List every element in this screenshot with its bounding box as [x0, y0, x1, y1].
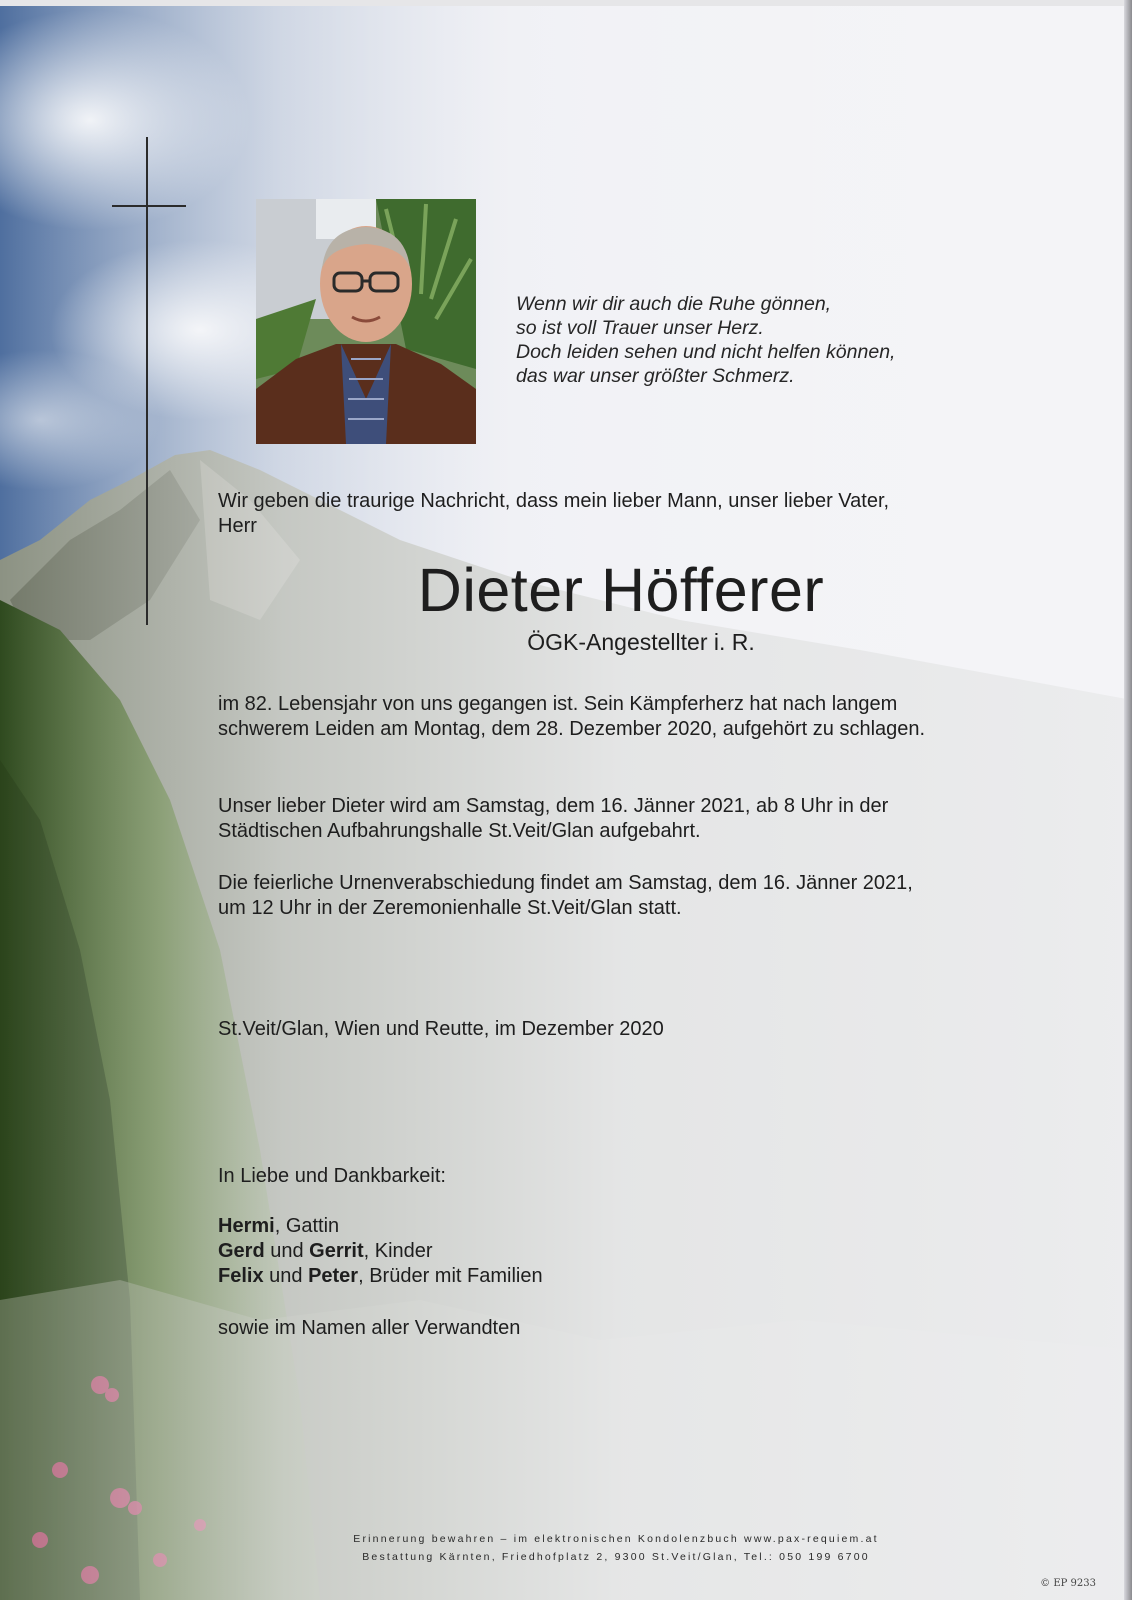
mourner-relation: , Kinder — [363, 1240, 433, 1262]
intro-text — [218, 489, 889, 539]
mourners-list — [218, 1214, 543, 1289]
viewing-notice — [218, 794, 888, 844]
page-right-edge — [1124, 0, 1132, 1600]
deceased-title: ÖGK-Angestellter i. R. — [527, 629, 755, 655]
mourner-join: und — [263, 1265, 309, 1287]
place-date: St.Veit/Glan, Wien und Reutte, im Dezember 2020 — [218, 1018, 664, 1040]
viewing-line: Städtischen Aufbahrungshalle St.Veit/Glan aufgebahrt. — [218, 820, 701, 842]
deceased-name: Dieter Höfferer — [417, 556, 825, 624]
mourner-name: Hermi — [218, 1215, 275, 1237]
print-code: © EP 9233 — [1040, 1578, 1096, 1589]
mourner-row — [218, 1214, 543, 1239]
memorial-poem — [516, 292, 895, 388]
ceremony-line: Die feierliche Urnenverabschiedung findet am Samstag, dem 16. Jänner 2021, — [218, 872, 913, 894]
mourner-row — [218, 1239, 543, 1264]
death-notice-line: schwerem Leiden am Montag, dem 28. Dezember 2020, aufgehört zu schlagen. — [218, 718, 926, 740]
poem-line: das war unser größter Schmerz. — [516, 365, 795, 387]
mourner-join: und — [264, 1240, 310, 1262]
ceremony-line: um 12 Uhr in der Zeremonienhalle St.Veit/Glan statt. — [218, 897, 682, 919]
mourner-relation: , Brüder mit Familien — [358, 1265, 543, 1287]
poem-line: Doch leiden sehen und nicht helfen können, — [516, 341, 896, 363]
death-notice — [218, 692, 925, 742]
death-notice-line: im 82. Lebensjahr von uns gegangen ist. Sein Kämpferherz hat nach langem — [218, 693, 898, 715]
mourners-heading: In Liebe und Dankbarkeit: — [218, 1165, 446, 1187]
page-top-edge — [0, 0, 1132, 6]
poem-line: Wenn wir dir auch die Ruhe gönnen, — [516, 293, 832, 315]
mourners-closing: sowie im Namen aller Verwandten — [218, 1317, 521, 1339]
portrait-photo — [256, 199, 476, 444]
mourner-name: Peter — [308, 1265, 359, 1287]
viewing-line: Unser lieber Dieter wird am Samstag, dem 16. Jänner 2021, ab 8 Uhr in der — [218, 795, 889, 817]
cross-icon-vertical — [146, 137, 148, 625]
intro-line: Herr — [218, 515, 257, 537]
mourner-relation: , Gattin — [274, 1215, 340, 1237]
poem-line: so ist voll Trauer unser Herz. — [516, 317, 764, 339]
mourner-name: Gerd — [218, 1240, 265, 1262]
intro-line: Wir geben die traurige Nachricht, dass mein lieber Mann, unser lieber Vater, — [218, 490, 890, 512]
footer-address-line: Bestattung Kärnten, Friedhofplatz 2, 9300 St.Veit/Glan, Tel.: 050 199 6700 — [362, 1551, 870, 1563]
mourner-name: Felix — [218, 1265, 264, 1287]
ceremony-notice — [218, 871, 913, 921]
cross-icon-horizontal — [112, 205, 186, 207]
mourner-row — [218, 1264, 543, 1289]
footer-condolence-line: Erinnerung bewahren – im elektronischen Kondolenzbuch www.pax-requiem.at — [353, 1533, 879, 1545]
mourner-name: Gerrit — [309, 1240, 364, 1262]
